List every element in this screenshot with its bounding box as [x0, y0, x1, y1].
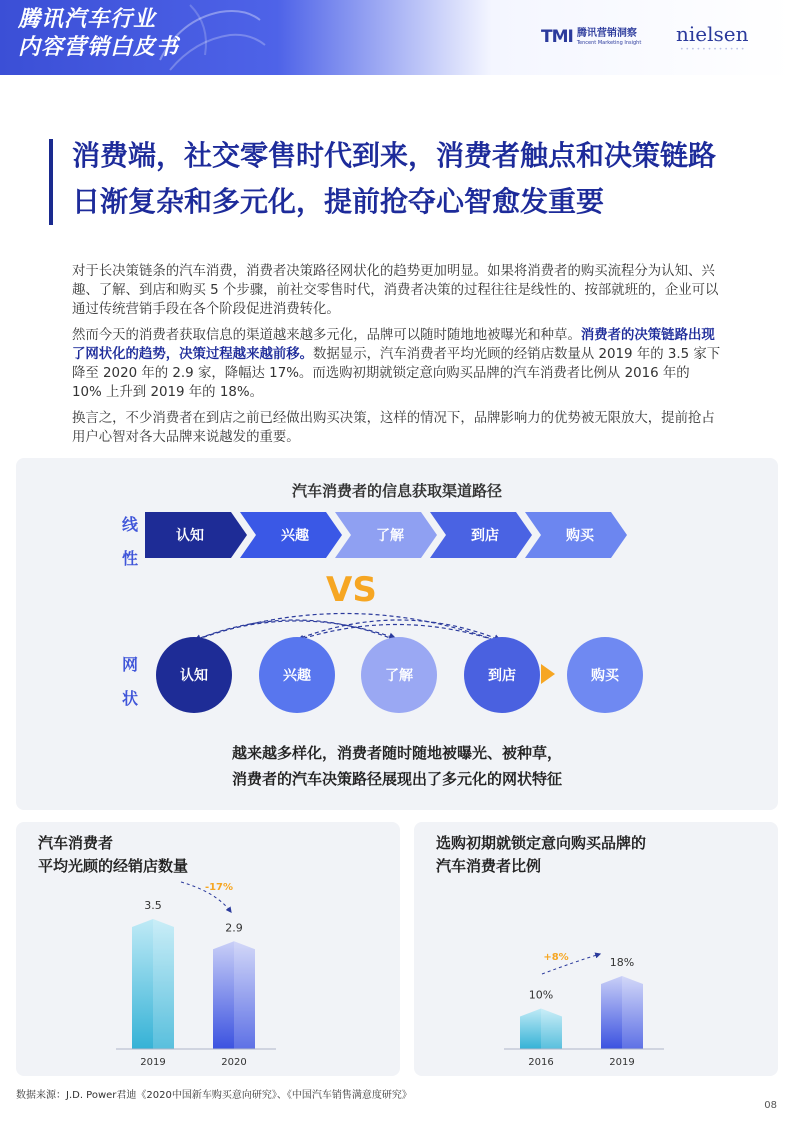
nielsen-logo: nielsen	[676, 22, 749, 46]
heading-line1: 消费端，社交零售时代到来，消费者触点和决策链路	[72, 139, 717, 172]
diagram-caption	[16, 740, 778, 792]
tmi-logo	[541, 27, 641, 47]
chevron-step-label: 兴趣	[281, 528, 309, 544]
report-title-line2: 内容营销白皮书	[18, 35, 180, 60]
bar-2019	[132, 919, 174, 1049]
body-text	[72, 262, 722, 454]
x-tick-label: 2020	[221, 1057, 247, 1068]
heading-accent-bar	[49, 139, 53, 225]
bar-2019	[601, 976, 643, 1049]
network-node-4: 到店	[464, 637, 540, 713]
bar-2016	[520, 1008, 562, 1049]
report-title-line1: 腾讯汽车行业	[18, 7, 157, 32]
chevron-right-icon	[541, 664, 555, 684]
bar-value-label: 3.5	[144, 899, 162, 912]
bar-value-label: 10%	[528, 988, 554, 1002]
chevron-step-label: 认知	[176, 528, 204, 544]
linear-label	[120, 508, 140, 576]
chart-card-brand-lock	[414, 822, 778, 1076]
caption-line2: 消费者的汽车决策路径展现出了多元化的网状特征	[231, 770, 562, 788]
network-node-2: 兴趣	[259, 637, 335, 713]
paragraph-3: 换言之，不少消费者在到店之前已经做出购买决策，这样的情况下，品牌影响力的优势被无限放大，提前抢占用户心智对各大品牌来说越发的重要。	[72, 411, 715, 445]
report-title	[18, 6, 179, 62]
change-label: -17%	[204, 882, 234, 893]
x-tick-label: 2019	[140, 1057, 166, 1068]
linear-chevron-flow	[145, 512, 665, 562]
linear-label-char2: 性	[121, 549, 138, 568]
header-banner	[0, 0, 793, 75]
x-tick-label: 2019	[609, 1057, 635, 1068]
chevron-step-label: 了解	[376, 528, 404, 544]
diagram-title: 汽车消费者的信息获取渠道路径	[291, 482, 502, 500]
change-label: +8%	[543, 952, 569, 963]
data-source-note: 数据来源：J.D. Power君迪《2020中国新车购买意向研究》、《中国汽车销售满意度研究》	[16, 1090, 412, 1101]
page-number: 08	[764, 1100, 777, 1111]
tmi-en-label: Tencent Marketing Insight	[576, 39, 642, 46]
network-label	[120, 648, 140, 716]
chart-title-line1: 汽车消费者	[38, 834, 114, 852]
vs-label: VS	[326, 570, 377, 610]
paragraph-2-highlight: 消费者的决策链路出现了网状化的趋势，决策过程越来越前移。	[72, 328, 715, 362]
nielsen-dots-decoration: ••••••••••••	[680, 46, 747, 53]
chart-title-line2: 汽车消费者比例	[436, 857, 542, 875]
network-node-1: 认知	[156, 637, 232, 713]
paragraph-2	[72, 326, 722, 402]
linear-label-char1: 线	[121, 515, 138, 534]
tmi-cn-label: 腾讯营销洞察	[576, 27, 637, 39]
network-node-5: 购买	[567, 637, 643, 713]
paragraph-2-start: 然而今天的消费者获取信息的渠道越来越多元化，品牌可以随时随地地被曝光和种草。	[72, 328, 581, 343]
bar-highlight	[541, 1008, 562, 1049]
page-heading	[72, 133, 716, 225]
network-label-char1: 网	[121, 655, 138, 674]
tmi-mark: TMI	[541, 27, 573, 47]
paragraph-2-end: 数据显示，汽车消费者平均光顾的经销店数量从 2019 年的 3.5 家下降至 2020 年的 2.9 家，降幅达 17%。而选购初期就锁定意向购买品牌的汽车消费者比例从 2016 年的 10% 上升到 2019 年的 18%。	[72, 347, 721, 400]
chevron-step-label: 购买	[566, 528, 594, 544]
bar-chart-brand-lock	[414, 822, 778, 1076]
chevron-step-label: 到店	[471, 528, 499, 544]
caption-line1: 越来越多样化，消费者随时随地被曝光、被种草，	[231, 744, 562, 762]
chart-title-line2: 平均光顾的经销店数量	[38, 857, 189, 875]
heading-line2: 日渐复杂和多元化，提前抢夺心智愈发重要	[72, 185, 605, 218]
chart-title-line1: 选购初期就锁定意向购买品牌的	[436, 834, 647, 852]
chart-card-dealer-visits	[16, 822, 400, 1076]
x-tick-label: 2016	[528, 1057, 554, 1068]
bar-chart-dealer-visits	[16, 822, 400, 1076]
network-node-3: 了解	[361, 637, 437, 713]
bar-2020	[213, 941, 255, 1049]
paragraph-1: 对于长决策链条的汽车消费，消费者决策路径网状化的趋势更加明显。如果将消费者的购买流程分为认知、兴趣、了解、到店和购买 5 个步骤，前社交零售时代，消费者决策的过程往往是线性的、按部就班的，企业可以通过传统营销手段在各个阶段促进消费转化。	[72, 264, 719, 317]
bar-value-label: 2.9	[225, 921, 243, 935]
bar-highlight	[622, 976, 643, 1049]
bar-value-label: 18%	[609, 956, 635, 969]
bar-highlight	[153, 919, 174, 1049]
bar-highlight	[234, 941, 255, 1049]
network-label-char2: 状	[121, 689, 138, 708]
